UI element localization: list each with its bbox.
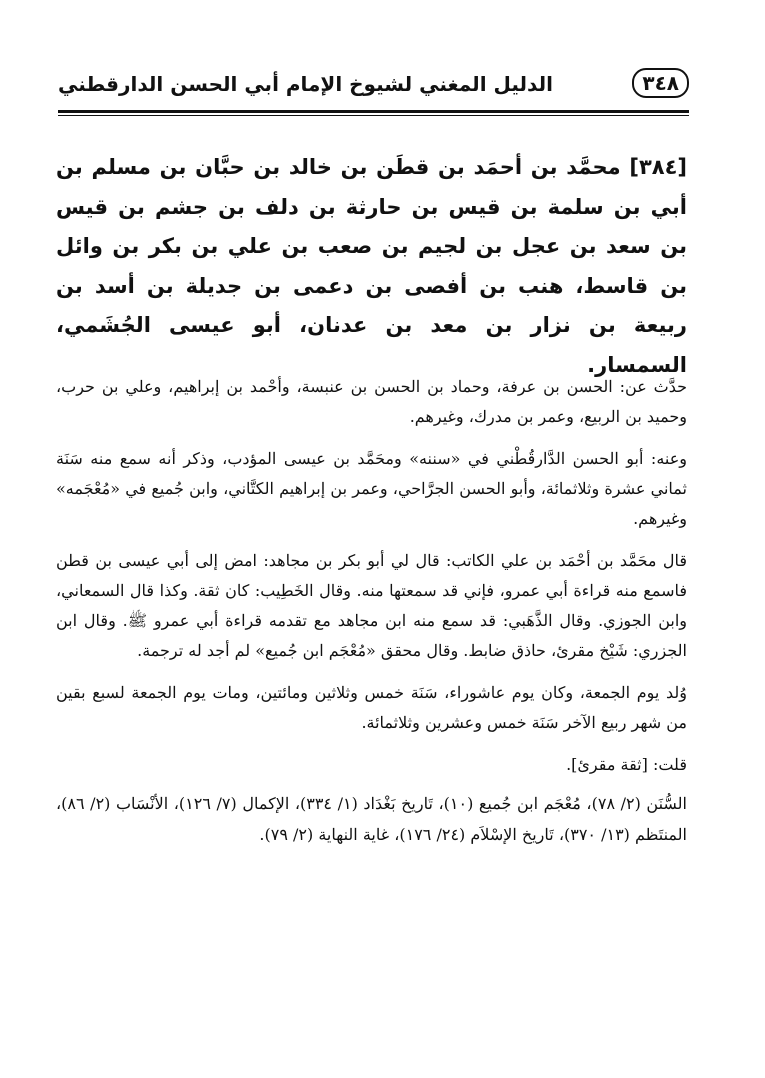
running-title: الدليل المغني لشيوخ الإمام أبي الحسن الدارقطني bbox=[58, 72, 553, 96]
dates-paragraph: وُلد يوم الجمعة، وكان يوم عاشوراء، سَنَة خمس وثلاثين ومائتين، ومات يوم الجمعة لسبع بقين من شهر ربيع الآخر سَنَة خمس وعشرين وثلاثمائة. bbox=[56, 683, 687, 732]
header-rule bbox=[58, 110, 689, 113]
page-number: ٣٤٨ bbox=[632, 68, 689, 98]
references: السُّنَن (٢/ ٧٨)، مُعْجَم ابن جُميع (١٠)، تَاريخ بَغْدَاد (١/ ٣٣٤)، الإكمال (٧/ ١٢٦)، الأنْسَاب (٢/ ٨٦)، المنتَظم (١٣/ ٣٧٠)، تَاريخ الإسْلاَم (٢٤/ ١٧٦)، غاية النهاية (٢/ ٧٩). bbox=[56, 794, 688, 844]
author-note: قلت: [ثقة مقرئ]. bbox=[566, 755, 687, 774]
teachers-paragraph: حدَّث عن: الحسن بن عرفة، وحماد بن الحسن بن عنبسة، وأحْمد بن إبراهيم، وعلي بن حرب، وحميد بن الربيع، وعمر بن مدرك، وغيرهم. bbox=[56, 377, 687, 426]
page-header bbox=[58, 60, 689, 106]
entry-title: [٣٨٤] محمَّد بن أحمَد بن قطَن بن خالد بن حبَّان بن مسلم بن أبي بن سلمة بن قيس بن حارثة بن دلف بن جشم بن قيس بن سعد بن عجل بن لجيم بن صعب بن علي بن بكر بن وائل بن قاسط، هنب بن أفصى بن دعمى بن جديلة بن أسد بن ربيعة بن نزار بن معد بن عدنان، أبو عيسى الجُشَمي، السمسار. bbox=[56, 155, 687, 377]
opinions-paragraph: قال محَمَّد بن أحْمَد بن علي الكاتب: قال لي أبو بكر بن مجاهد: امض إلى أبي عيسى بن قطن فاسمع منه قراءة أبي عمرو، فإني قد سمعتها منه. وقال الخَطِيب: كان ثقة. وكذا قال السمعاني، وابن الجوزي. وقال الذَّهَبي: قد سمع منه ابن مجاهد مع تقدمه قراءة أبي عمرو ﷺ. وقال ابن الجزري: شَيْخ مقرئ، حاذق ضابط. وقال محقق «مُعْجَم ابن جُميع» لم أجد له ترجمة. bbox=[56, 551, 687, 660]
students-paragraph: وعنه: أبو الحسن الدَّارقُطْني في «سننه» ومحَمَّد بن عيسى المؤدب، وذكر أنه سمع منه سَنَة ثماني عشرة وثلاثمائة، وأبو الحسن الجرَّاحي، وعمر بن إبراهيم الكتَّاني، وابن جُميع في «مُعْجَمه» وغيرهم. bbox=[56, 449, 687, 528]
entry-body bbox=[56, 372, 687, 850]
header-rule-thin bbox=[58, 115, 689, 116]
